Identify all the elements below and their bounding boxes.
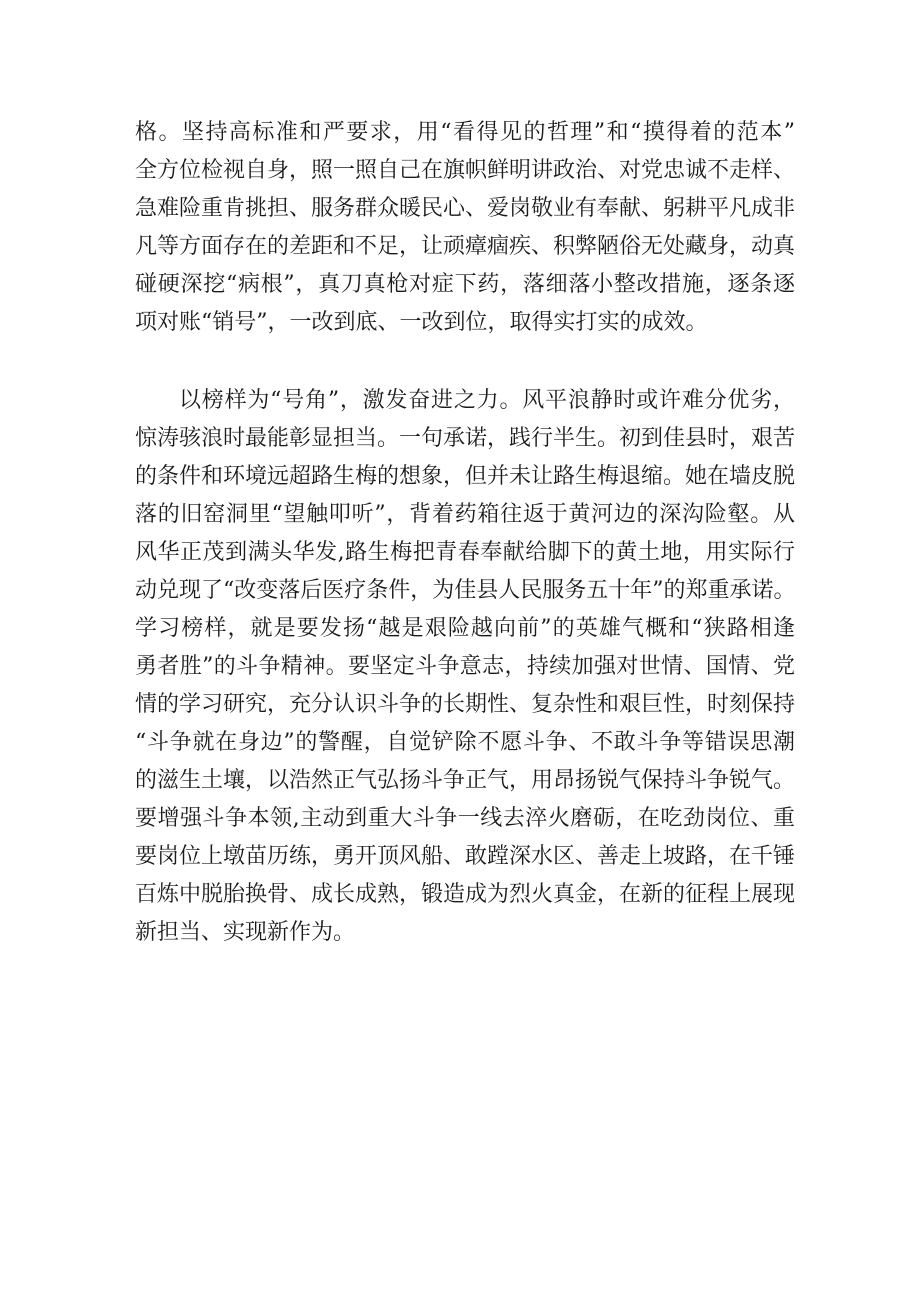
paragraph-1 xyxy=(135,114,795,342)
text-line: 的滋生土壤，以浩然正气弘扬斗争正气，用昂扬锐气保持斗争锐气。 xyxy=(135,768,796,793)
text-line: 学习榜样，就是要发扬“越是艰险越向前”的英雄气概和“狭路相逢 xyxy=(135,616,795,641)
text-line: “斗争就在身边”的警醒，自觉铲除不愿斗争、不敢斗争等错误思潮 xyxy=(135,730,795,755)
text-line: 凡等方面存在的差距和不足，让顽瘴痼疾、积弊陋俗无处藏身，动真 xyxy=(135,234,796,259)
text-line: 落的旧窑洞里“望触叩听”，背着药箱往返于黄河边的深沟险壑。从 xyxy=(135,502,795,527)
text-line: 情的学习研究，充分认识斗争的长期性、复杂性和艰巨性，时刻保持 xyxy=(135,692,796,717)
paragraph-2 xyxy=(135,382,795,952)
text-line: 全方位检视自身，照一照自己在旗帜鲜明讲政治、对党忠诚不走样、 xyxy=(135,158,796,183)
text-line: 勇者胜”的斗争精神。要坚定斗争意志，持续加强对世情、国情、党 xyxy=(135,654,795,679)
text-line: 风华正茂到满头华发,路生梅把青春奉献给脚下的黄土地，用实际行 xyxy=(135,540,795,565)
text-line: 要增强斗争本领,主动到重大斗争一线去淬火磨砺，在吃劲岗位、重 xyxy=(135,806,795,831)
text-line: 以榜样为“号角”，激发奋进之力。风平浪静时或许难分优劣， xyxy=(179,388,795,413)
text-line: 的条件和环境远超路生梅的想象，但并未让路生梅退缩。她在墙皮脱 xyxy=(135,464,796,489)
text-line: 项对账“销号”，一改到底、一改到位，取得实打实的成效。 xyxy=(135,310,708,335)
text-line: 碰硬深挖“病根”，真刀真枪对症下药，落细落小整改措施，逐条逐 xyxy=(135,272,795,297)
text-line: 格。坚持高标准和严要求，用“看得见的哲理”和“摸得着的范本” xyxy=(135,120,795,145)
text-line: 要岗位上墩苗历练，勇开顶风船、敢蹚深水区、善走上坡路，在千锤 xyxy=(135,844,796,869)
text-line: 百炼中脱胎换骨、成长成熟，锻造成为烈火真金，在新的征程上展现 xyxy=(135,882,796,907)
text-line: 惊涛骇浪时最能彰显担当。一句承诺，践行半生。初到佳县时，艰苦 xyxy=(135,426,796,451)
text-line: 新担当、实现新作为。 xyxy=(135,920,356,945)
text-line: 动兑现了“改变落后医疗条件，为佳县人民服务五十年”的郑重承诺。 xyxy=(135,578,796,603)
text-line: 急难险重肯挑担、服务群众暖民心、爱岗敬业有奉献、躬耕平凡成非 xyxy=(135,196,796,221)
